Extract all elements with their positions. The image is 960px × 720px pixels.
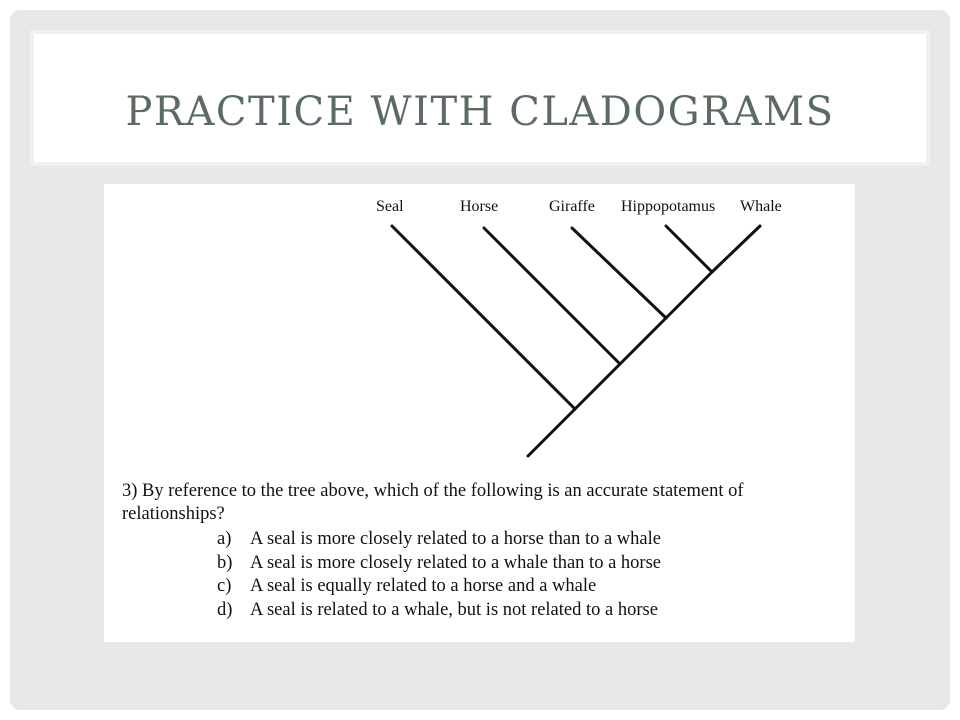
branch-n4-whale [712, 226, 760, 272]
tree-branches [392, 226, 760, 456]
question-text: 3) By reference to the tree above, which of the following is an accurate statement of relationships? [122, 481, 744, 524]
branch-n3-giraffe [572, 228, 666, 318]
title-box [30, 30, 930, 166]
question-stem [122, 480, 842, 526]
taxon-label-horse: Horse [460, 198, 499, 215]
option-b [217, 552, 661, 576]
branch-n3-n4 [666, 272, 712, 318]
branch-n1-seal [392, 226, 575, 409]
option-letter: c) [217, 576, 232, 596]
option-letter: b) [217, 552, 233, 573]
option-text: A seal is related to a whale, but is not related to a horse [250, 599, 658, 620]
slide-frame [10, 10, 950, 710]
cladogram-tree [104, 184, 855, 480]
branch-n2-horse [484, 228, 620, 364]
branch-n2-n3 [620, 318, 666, 364]
option-c [217, 575, 661, 599]
taxon-label-hippopotamus: Hippopotamus [621, 198, 716, 215]
option-a [217, 528, 661, 552]
answer-options [217, 528, 661, 622]
option-text: A seal is more closely related to a horse than to a whale [250, 529, 661, 549]
branch-n1-n2 [575, 364, 620, 409]
cladogram-figure [104, 184, 855, 642]
taxon-label-seal: Seal [376, 198, 404, 215]
taxon-label-giraffe: Giraffe [549, 198, 595, 215]
option-d [217, 599, 661, 623]
option-text: A seal is more closely related to a whale than to a horse [250, 552, 661, 573]
option-letter: d) [217, 599, 233, 620]
slide-title: PRACTICE WITH CLADOGRAMS [125, 89, 835, 135]
branch-root-n1 [528, 409, 575, 456]
option-letter: a) [217, 529, 232, 549]
option-text: A seal is equally related to a horse and a whale [250, 576, 597, 596]
branch-n4-hippopotamus [666, 226, 712, 272]
taxon-label-whale: Whale [740, 198, 782, 215]
